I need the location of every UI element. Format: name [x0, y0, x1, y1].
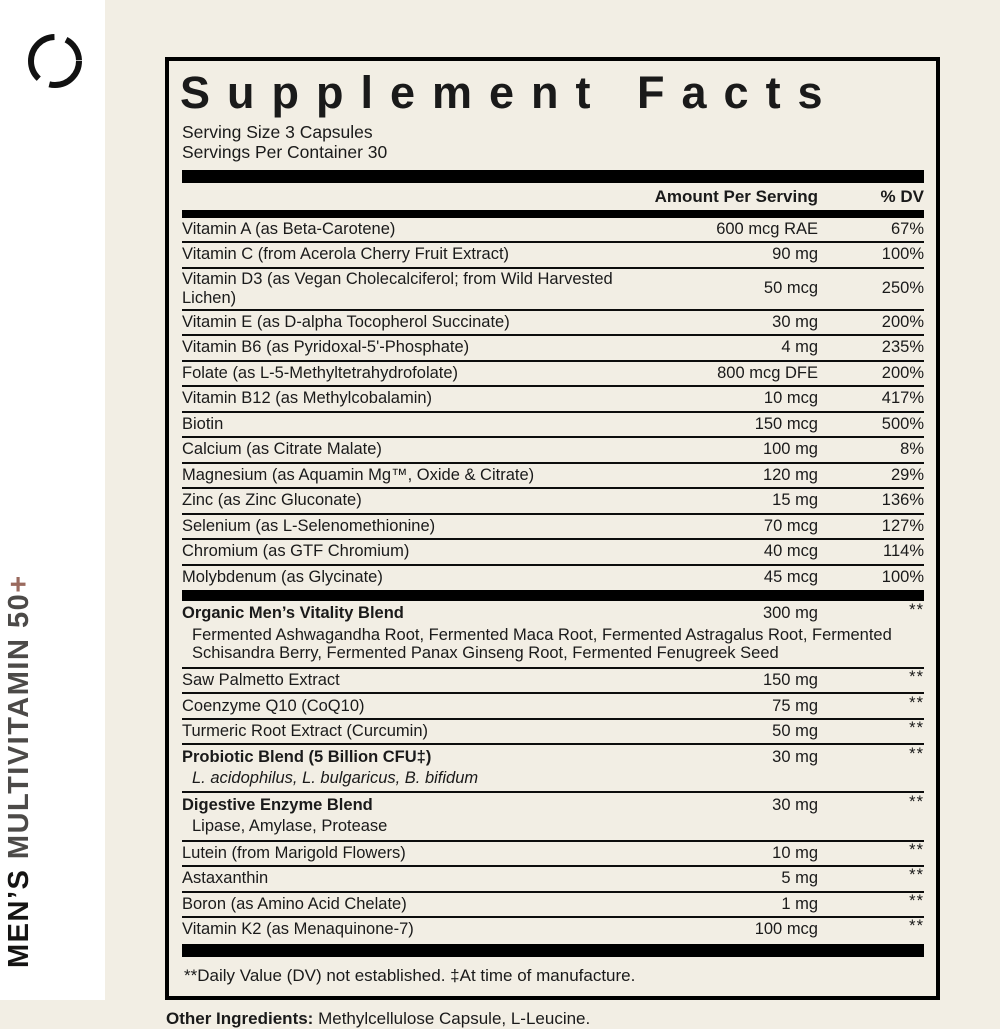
- ingredient-amount: 40 mcg: [763, 542, 818, 561]
- ingredient-row-main: [182, 867, 924, 891]
- ingredient-row-main: [182, 218, 924, 242]
- ingredient-row-main: [182, 515, 924, 539]
- ingredient-row: [182, 218, 924, 242]
- ingredient-row-main: [182, 694, 924, 718]
- ingredient-dv: 200%: [881, 363, 924, 382]
- ingredient-row-main: [182, 918, 924, 942]
- thick-rule-section: [182, 590, 924, 601]
- ingredient-name: Vitamin C (from Acerola Cherry Fruit Extract): [182, 245, 510, 264]
- ingredient-row-main: [182, 793, 924, 817]
- ingredient-amount: 100 mg: [762, 440, 818, 459]
- ingredient-dv: 29%: [890, 465, 924, 484]
- ingredient-row-main: [182, 489, 924, 513]
- ingredient-row-main: [182, 566, 924, 590]
- ingredient-row: [182, 243, 924, 267]
- ingredient-amount: 50 mg: [772, 722, 818, 741]
- ingredient-name: Probiotic Blend (5 Billion CFU‡): [182, 747, 432, 766]
- ingredient-row-main: [182, 243, 924, 267]
- ingredient-dv: **: [909, 792, 924, 811]
- ingredient-row: [182, 566, 924, 590]
- ingredient-name: Saw Palmetto Extract: [182, 671, 340, 690]
- ingredient-row: [182, 464, 924, 488]
- ingredient-amount: 300 mg: [762, 604, 818, 623]
- ingredient-dv: 100%: [881, 567, 924, 586]
- ingredient-dv: 500%: [881, 414, 924, 433]
- ingredient-amount: 4 mg: [781, 338, 818, 357]
- amount-column-header: Amount Per Serving: [654, 186, 818, 206]
- ingredient-name: Selenium (as L-Selenomethionine): [182, 516, 436, 535]
- ingredient-dv: **: [909, 719, 924, 738]
- ingredient-name: Coenzyme Q10 (CoQ10): [182, 696, 365, 715]
- ingredient-row-main: [182, 269, 924, 309]
- ingredient-row: [182, 793, 924, 839]
- ingredient-amount: 90 mg: [772, 245, 818, 264]
- ingredient-row: [182, 540, 924, 564]
- ingredient-amount: 45 mcg: [763, 567, 818, 586]
- ingredient-dv: 250%: [881, 279, 924, 297]
- ingredient-row: [182, 311, 924, 335]
- ingredient-row: [182, 867, 924, 891]
- ingredient-name: Magnesium (as Aquamin Mg™, Oxide & Citrate): [182, 465, 535, 484]
- supplement-facts-panel: [165, 57, 940, 1000]
- ingredient-name: Folate (as L-5-Methyltetrahydrofolate): [182, 363, 459, 382]
- product-name-gray: MULTIVITAMIN 50: [3, 592, 35, 860]
- ingredient-amount: 30 mg: [772, 795, 818, 814]
- ingredient-name: Vitamin B6 (as Pyridoxal-5'-Phosphate): [182, 338, 470, 357]
- ingredient-name: Digestive Enzyme Blend: [182, 795, 373, 814]
- ingredient-amount: 75 mg: [772, 696, 818, 715]
- serving-size: Serving Size 3 Capsules: [182, 122, 373, 143]
- ingredient-row-main: [182, 745, 924, 769]
- ingredient-amount: 600 mcg RAE: [716, 219, 818, 238]
- ingredient-name: Biotin: [182, 414, 224, 433]
- ingredient-name: Calcium (as Citrate Malate): [182, 440, 382, 459]
- ingredient-amount: 5 mg: [781, 869, 818, 888]
- ingredient-amount: 30 mg: [772, 747, 818, 766]
- ingredient-row: [182, 489, 924, 513]
- panel-title: Supplement Facts: [180, 67, 840, 118]
- ingredient-row: [182, 438, 924, 462]
- ingredient-row-main: [182, 387, 924, 411]
- ingredient-name: Molybdenum (as Glycinate): [182, 567, 383, 586]
- ingredient-sub-list: Fermented Ashwagandha Root, Fermented Maca Root, Fermented Astragalus Root, Fermented Schisandra Berry, Fermented Panax Ginseng Root, Fermented Fenugreek Seed: [192, 625, 892, 663]
- ingredient-row: [182, 918, 924, 942]
- ingredient-amount: 120 mg: [762, 465, 818, 484]
- ingredient-name: Vitamin B12 (as Methylcobalamin): [182, 389, 433, 408]
- ingredient-dv: 67%: [890, 219, 924, 238]
- ingredient-dv: 100%: [881, 245, 924, 264]
- dv-column-header: % DV: [880, 186, 924, 206]
- product-name-vertical: [3, 574, 36, 968]
- other-ingredients-text: Methylcellulose Capsule, L-Leucine.: [313, 1008, 591, 1028]
- ingredient-dv: **: [909, 601, 924, 620]
- ingredient-name: Vitamin A (as Beta-Carotene): [182, 219, 396, 238]
- ingredient-amount: 70 mcg: [763, 516, 818, 535]
- ingredient-name: Lutein (from Marigold Flowers): [182, 843, 406, 862]
- ingredient-dv: **: [909, 866, 924, 885]
- ingredient-name: Vitamin D3 (as Vegan Cholecalciferol; from Wild Harvested Lichen): [182, 269, 613, 307]
- ingredient-amount: 10 mg: [772, 843, 818, 862]
- other-ingredients: [166, 1009, 940, 1029]
- ingredient-dv: 235%: [881, 338, 924, 357]
- ingredient-dv: 114%: [883, 542, 924, 561]
- ingredient-dv: 8%: [900, 440, 924, 459]
- ingredient-dv: 127%: [881, 516, 924, 535]
- ingredient-row: [182, 515, 924, 539]
- ingredient-row: [182, 694, 924, 718]
- other-ingredients-label: Other Ingredients:: [166, 1008, 314, 1028]
- ingredient-dv: 136%: [881, 491, 924, 510]
- ingredient-row: [182, 720, 924, 744]
- footnote: **Daily Value (DV) not established. ‡At time of manufacture.: [184, 965, 636, 985]
- ingredient-name: Turmeric Root Extract (Curcumin): [182, 722, 429, 741]
- ingredient-dv: **: [909, 917, 924, 936]
- ingredient-row-main: [182, 893, 924, 917]
- ingredient-dv: **: [909, 840, 924, 859]
- ingredient-amount: 800 mcg DFE: [717, 363, 818, 382]
- ingredient-amount: 1 mg: [781, 894, 818, 913]
- ingredient-dv: **: [909, 891, 924, 910]
- ingredient-row: [182, 893, 924, 917]
- ingredient-row-main: [182, 413, 924, 437]
- ingredient-dv: **: [909, 693, 924, 712]
- ingredient-name: Astaxanthin: [182, 869, 269, 888]
- ingredient-amount: 10 mcg: [763, 389, 818, 408]
- ingredient-dv: **: [909, 744, 924, 763]
- column-header-row: [182, 183, 924, 210]
- ingredient-row: [182, 745, 924, 791]
- ingredient-amount: 50 mcg: [763, 279, 818, 297]
- ingredient-name: Vitamin K2 (as Menaquinone-7): [182, 920, 414, 939]
- ingredient-rows: [182, 218, 924, 942]
- ingredient-dv: 417%: [881, 389, 924, 408]
- ingredient-name: Boron (as Amino Acid Chelate): [182, 894, 407, 913]
- ingredient-dv: 200%: [881, 312, 924, 331]
- ingredient-row-main: [182, 602, 924, 626]
- ingredient-row-main: [182, 336, 924, 360]
- ingredient-amount: 150 mg: [762, 671, 818, 690]
- ingredient-row-main: [182, 362, 924, 386]
- ingredient-row-main: [182, 720, 924, 744]
- ingredient-row: [182, 602, 924, 667]
- ingredient-amount: 100 mcg: [754, 920, 818, 939]
- product-name-plus: +: [3, 574, 35, 593]
- ingredient-row-main: [182, 842, 924, 866]
- ingredient-sub-list: Lipase, Amylase, Protease: [192, 816, 388, 835]
- ingredient-name: Organic Men’s Vitality Blend: [182, 604, 404, 623]
- label-area: [165, 57, 940, 1029]
- ingredient-row: [182, 269, 924, 309]
- ingredient-row-main: [182, 464, 924, 488]
- ingredient-row-main: [182, 311, 924, 335]
- ingredient-row: [182, 387, 924, 411]
- ingredient-name: Chromium (as GTF Chromium): [182, 542, 410, 561]
- ingredient-row: [182, 413, 924, 437]
- ingredient-row: [182, 336, 924, 360]
- thin-rule-header: [182, 210, 924, 218]
- ingredient-amount: 150 mcg: [754, 414, 818, 433]
- ingredient-row: [182, 669, 924, 693]
- ingredient-name: Zinc (as Zinc Gluconate): [182, 491, 362, 510]
- ingredient-dv: **: [909, 668, 924, 687]
- ingredient-amount: 15 mg: [772, 491, 818, 510]
- ingredient-row-main: [182, 669, 924, 693]
- servings-per-container: Servings Per Container 30: [182, 142, 388, 163]
- ingredient-row: [182, 362, 924, 386]
- thick-rule-bottom: [182, 944, 924, 957]
- ingredient-sub-list: L. acidophilus, L. bulgaricus, B. bifidum: [192, 768, 479, 787]
- product-name-dark: MEN’S: [3, 859, 35, 968]
- broken-circle-icon: [26, 32, 84, 90]
- ingredient-amount: 30 mg: [772, 312, 818, 331]
- ingredient-row-main: [182, 438, 924, 462]
- ingredient-row-main: [182, 540, 924, 564]
- brand-sidebar: [0, 0, 105, 1000]
- thick-rule-top: [182, 170, 924, 183]
- ingredient-row: [182, 842, 924, 866]
- ingredient-name: Vitamin E (as D-alpha Tocopherol Succinate): [182, 312, 510, 331]
